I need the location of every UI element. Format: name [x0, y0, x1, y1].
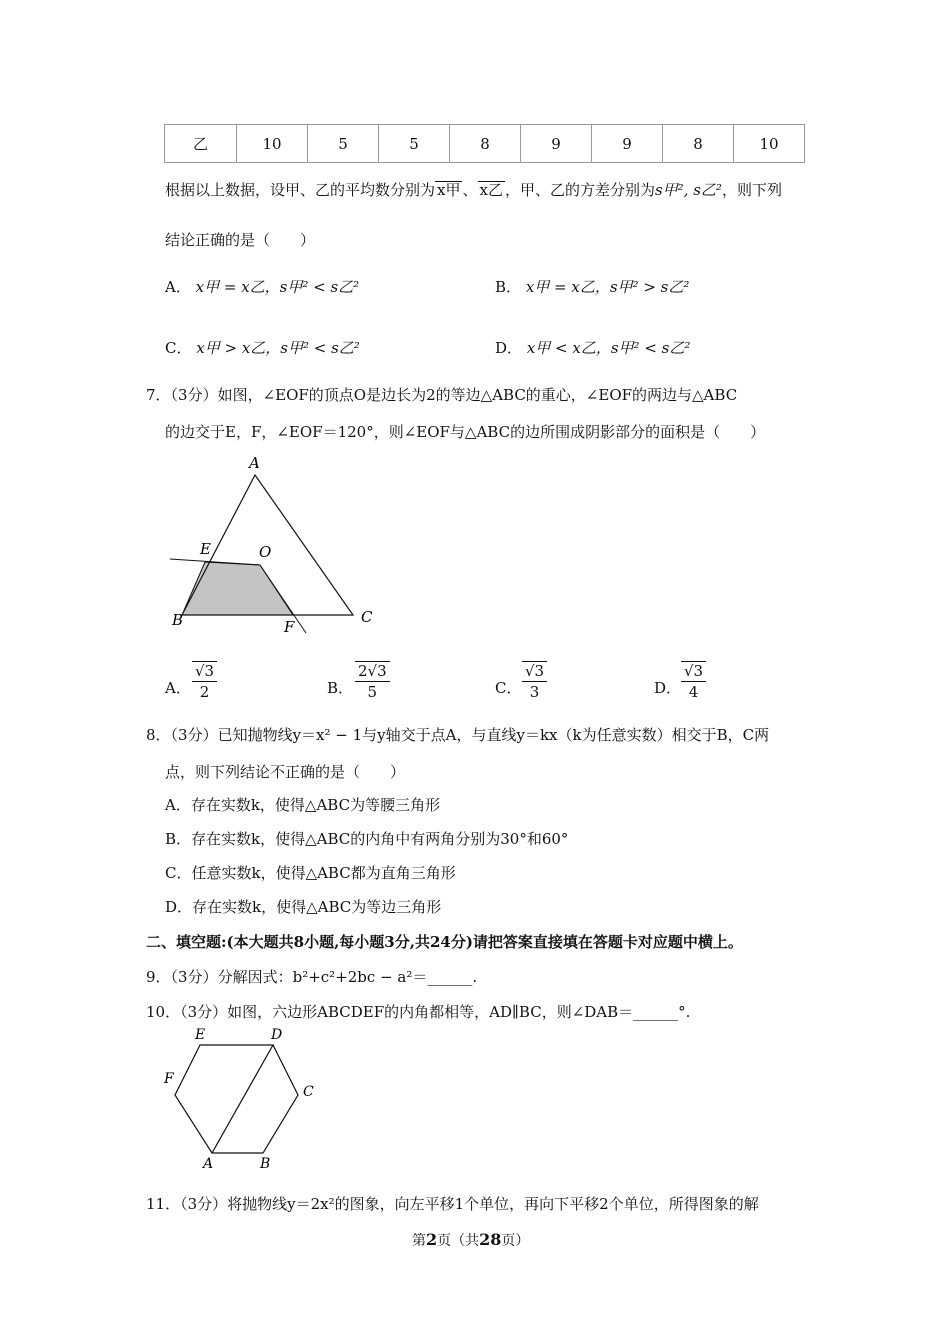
total-pages: 28: [479, 1230, 502, 1249]
diagonal-ad: [212, 1045, 273, 1153]
q6-option-d[interactable]: D． x甲 < x乙，s甲² < s乙²: [495, 339, 691, 357]
table-row-label: 乙: [165, 125, 237, 163]
label-c: C: [303, 1084, 314, 1100]
label-b: B: [260, 1156, 271, 1172]
hexagon-abcdef: [175, 1045, 298, 1153]
table-cell: 5: [308, 125, 379, 163]
label-d: D: [271, 1027, 283, 1043]
q6-stem-line1: 根据以上数据，设甲、乙的平均数分别为 x甲 、 x乙 ，甲、乙的方差分别为s甲², s乙²，则下列: [165, 181, 782, 199]
table-cell: 10: [237, 125, 308, 163]
table-row: [165, 125, 805, 163]
hexagon-figure: [160, 1025, 320, 1175]
q8-option-c[interactable]: C．任意实数k，使得△ABC都为直角三角形: [165, 864, 456, 882]
table-cell: 9: [592, 125, 663, 163]
table-cell: 10: [734, 125, 805, 163]
q6-option-c[interactable]: C． x甲 > x乙，s甲² < s乙²: [165, 339, 360, 357]
section-heading: 二、填空题:(本大题共8小题,每小题3分,共24分)请把答案直接填在答题卡对应题中横上。: [146, 933, 743, 951]
q8-line2: 点，则下列结论不正确的是（ ）: [165, 763, 406, 781]
q9: 9．（3分）分解因式：b²+c²+2bc − a²＝______.: [146, 968, 478, 986]
q6-stem-line2: 结论正确的是（ ）: [165, 231, 316, 249]
q10-line1: 10．（3分）如图，六边形ABCDEF的内角都相等，AD∥BC，则∠DAB＝______°.: [146, 1003, 691, 1021]
label-f: F: [284, 618, 295, 636]
q6-option-a[interactable]: A． x甲 = x乙，s甲² < s乙²: [165, 278, 360, 296]
q7-line1: 7．（3分）如图，∠EOF的顶点O是边长为2的等边△ABC的重心，∠EOF的两边与△ABC: [146, 386, 738, 404]
triangle-figure: [160, 450, 390, 640]
q8-option-a[interactable]: A．存在实数k，使得△ABC为等腰三角形: [165, 796, 441, 814]
label-o: O: [259, 543, 272, 561]
q8-option-d[interactable]: D．存在实数k，使得△ABC为等边三角形: [165, 898, 442, 916]
q7-option-a-fraction: $\frac{√3}{2}$: [192, 661, 217, 701]
label-b: B: [172, 611, 184, 629]
label-e: E: [195, 1027, 206, 1043]
q7-option-d-label[interactable]: D．: [654, 679, 682, 697]
q7-option-a-label[interactable]: A．: [165, 679, 191, 697]
label-f: F: [164, 1071, 174, 1087]
label-a: A: [203, 1156, 214, 1172]
q8-option-b[interactable]: B．存在实数k，使得△ABC的内角中有两角分别为30°和60°: [165, 830, 569, 848]
label-a: A: [249, 454, 260, 472]
variances: s甲², s乙²: [654, 181, 722, 199]
table-cell: 8: [663, 125, 734, 163]
q7-option-c-label[interactable]: C．: [495, 679, 522, 697]
mean-yi: x乙: [479, 181, 503, 199]
q8-line1: 8．（3分）已知抛物线y＝x² − 1与y轴交于点A，与直线y＝kx（k为任意实数）相交于B，C两: [146, 726, 770, 744]
q7-line2: 的边交于E，F，∠EOF＝120°，则∠EOF与△ABC的边所围成阴影部分的面积是（ ）: [165, 423, 766, 441]
label-c: C: [361, 608, 373, 626]
table-cell: 8: [450, 125, 521, 163]
label-e: E: [200, 540, 211, 558]
page-number: 2: [426, 1230, 438, 1249]
mean-jia: x甲: [437, 181, 461, 199]
table-cell: 5: [379, 125, 450, 163]
table-cell: 9: [521, 125, 592, 163]
q7-option-b-fraction: $\frac{2√3}{5}$: [355, 661, 390, 701]
q7-option-b-label[interactable]: B．: [327, 679, 354, 697]
score-table: [164, 124, 805, 163]
q6-option-b[interactable]: B． x甲 = x乙，s甲² > s乙²: [495, 278, 690, 296]
q7-option-d-fraction: $\frac{√3}{4}$: [681, 661, 706, 701]
page-footer: 第2页（共28页）: [412, 1230, 530, 1249]
q7-option-c-fraction: $\frac{√3}{3}$: [522, 661, 547, 701]
q11: 11．（3分）将抛物线y＝2x²的图象，向左平移1个单位，再向下平移2个单位，所得图象的解: [146, 1195, 759, 1213]
